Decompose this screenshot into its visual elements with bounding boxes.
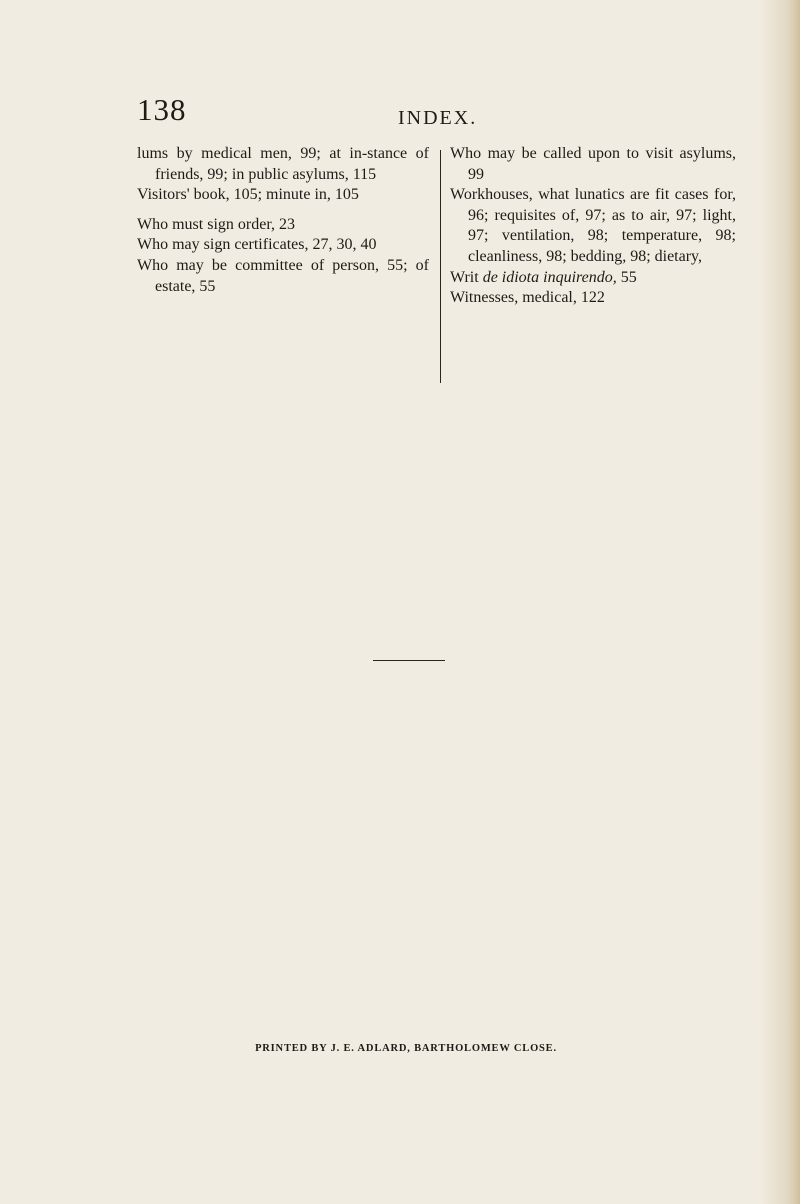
writ-suffix: 55: [616, 268, 637, 286]
index-entry: Workhouses, what lunatics are fit cases for, 96; requisites of, 97; as to air, 97; light, 97; ventilation, 98; temperature, 98; cleanliness, 98; bedding, 98; dietary,: [450, 186, 736, 265]
index-entry: Visitors' book, 105; minute in, 105: [137, 186, 359, 204]
index-entry: Witnesses, medical, 122: [450, 289, 605, 307]
page-edge-shadow: [760, 0, 800, 1204]
page-number: 138: [137, 92, 187, 127]
index-entry: Who may sign certificates, 27, 30, 40: [137, 236, 377, 254]
index-column-right: [450, 144, 736, 309]
index-entry: Who may be committee of person, 55; of estate, 55: [137, 256, 429, 295]
index-entry: lums by medical men, 99; at in-stance of friends, 99; in public asylums, 115: [137, 145, 429, 183]
index-column-left: [137, 144, 429, 297]
index-entry: Who may be called upon to visit asylums, 99: [450, 145, 736, 183]
index-entry-writ: [450, 268, 736, 289]
column-divider: [440, 150, 441, 383]
writ-prefix: Writ: [450, 268, 483, 286]
printer-imprint: PRINTED BY J. E. ADLARD, BARTHOLOMEW CLOSE.: [255, 1043, 557, 1054]
index-entry: Who must sign order, 23: [137, 215, 296, 233]
end-rule: [373, 660, 445, 661]
running-title: INDEX.: [398, 107, 478, 129]
writ-latin-phrase: de idiota inquirendo,: [482, 268, 617, 286]
